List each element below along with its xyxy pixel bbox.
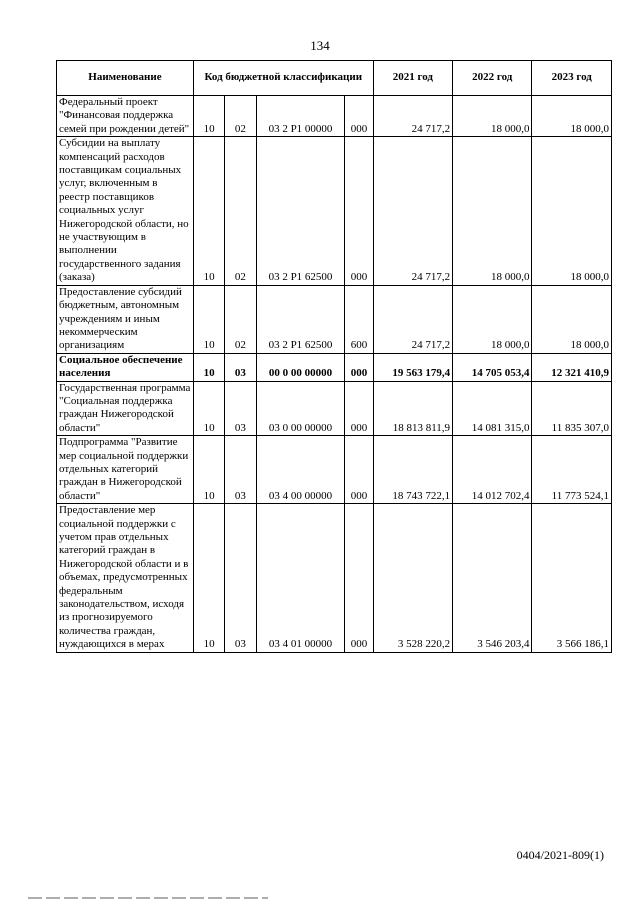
row-section: 10 [193,137,224,285]
row-section: 10 [193,96,224,137]
row-name: Государственная программа "Социальная поддержка граждан Нижегородской области" [57,381,194,436]
row-section: 10 [193,504,224,652]
table-row [57,96,612,137]
row-target-article: 03 2 P1 62500 [256,285,345,353]
row-name: Предоставление мер социальной поддержки с учетом прав отдельных категорий граждан в Нижегородской области и в объемах, предусмотренных федеральным законодательством, исходя из прогнозируемого количества граждан, нуждающихся в мерах [57,504,194,652]
table-row [57,353,612,381]
row-2023: 11 773 524,1 [532,436,612,504]
row-section: 10 [193,436,224,504]
row-section: 10 [193,381,224,436]
row-2021: 18 743 722,1 [373,436,452,504]
row-2022: 14 705 053,4 [453,353,532,381]
row-2022: 3 546 203,4 [453,504,532,652]
row-section: 10 [193,285,224,353]
row-target-article: 03 2 P1 62500 [256,137,345,285]
table-row [57,285,612,353]
row-expense-type: 000 [345,436,373,504]
row-subsection: 03 [225,353,256,381]
scan-edge-artifact [28,897,268,899]
row-2021: 3 528 220,2 [373,504,452,652]
header-code: Код бюджетной классификации [193,61,373,96]
row-subsection: 02 [225,285,256,353]
row-2021: 19 563 179,4 [373,353,452,381]
row-2023: 11 835 307,0 [532,381,612,436]
row-2021: 24 717,2 [373,137,452,285]
row-2023: 18 000,0 [532,137,612,285]
header-2023: 2023 год [532,61,612,96]
document-code: 0404/2021-809(1) [516,848,604,862]
row-2023: 18 000,0 [532,96,612,137]
row-target-article: 03 0 00 00000 [256,381,345,436]
row-name: Федеральный проект "Финансовая поддержка семей при рождении детей" [57,96,194,137]
row-expense-type: 000 [345,381,373,436]
table-row [57,504,612,652]
row-expense-type: 000 [345,96,373,137]
row-2022: 14 081 315,0 [453,381,532,436]
row-expense-type: 000 [345,504,373,652]
row-subsection: 03 [225,381,256,436]
header-row [57,61,612,96]
table-row [57,381,612,436]
row-2022: 18 000,0 [453,285,532,353]
row-expense-type: 000 [345,353,373,381]
row-target-article: 03 4 00 00000 [256,436,345,504]
row-2023: 12 321 410,9 [532,353,612,381]
row-subsection: 03 [225,504,256,652]
row-subsection: 02 [225,96,256,137]
header-2022: 2022 год [453,61,532,96]
row-2022: 14 012 702,4 [453,436,532,504]
row-expense-type: 000 [345,137,373,285]
row-2021: 24 717,2 [373,285,452,353]
budget-table [56,60,612,653]
page-number: 134 [310,38,330,53]
row-2023: 18 000,0 [532,285,612,353]
row-expense-type: 600 [345,285,373,353]
row-2023: 3 566 186,1 [532,504,612,652]
row-2021: 18 813 811,9 [373,381,452,436]
row-2022: 18 000,0 [453,96,532,137]
row-target-article: 00 0 00 00000 [256,353,345,381]
row-target-article: 03 2 P1 00000 [256,96,345,137]
row-subsection: 02 [225,137,256,285]
header-name: Наименование [57,61,194,96]
table-row [57,436,612,504]
row-name: Социальное обеспечение населения [57,353,194,381]
row-subsection: 03 [225,436,256,504]
header-2021: 2021 год [373,61,452,96]
row-2021: 24 717,2 [373,96,452,137]
row-section: 10 [193,353,224,381]
row-2022: 18 000,0 [453,137,532,285]
row-name: Подпрограмма "Развитие мер социальной поддержки отдельных категорий граждан в Нижегородской области" [57,436,194,504]
row-name: Субсидии на выплату компенсаций расходов поставщикам социальных услуг, включенным в реестр поставщиков социальных услуг Нижегородской области, но не участвующим в выполнении государственного задания (заказа) [57,137,194,285]
row-target-article: 03 4 01 00000 [256,504,345,652]
row-name: Предоставление субсидий бюджетным, автономным учреждениям и иным некоммерческим организациям [57,285,194,353]
table-row [57,137,612,285]
